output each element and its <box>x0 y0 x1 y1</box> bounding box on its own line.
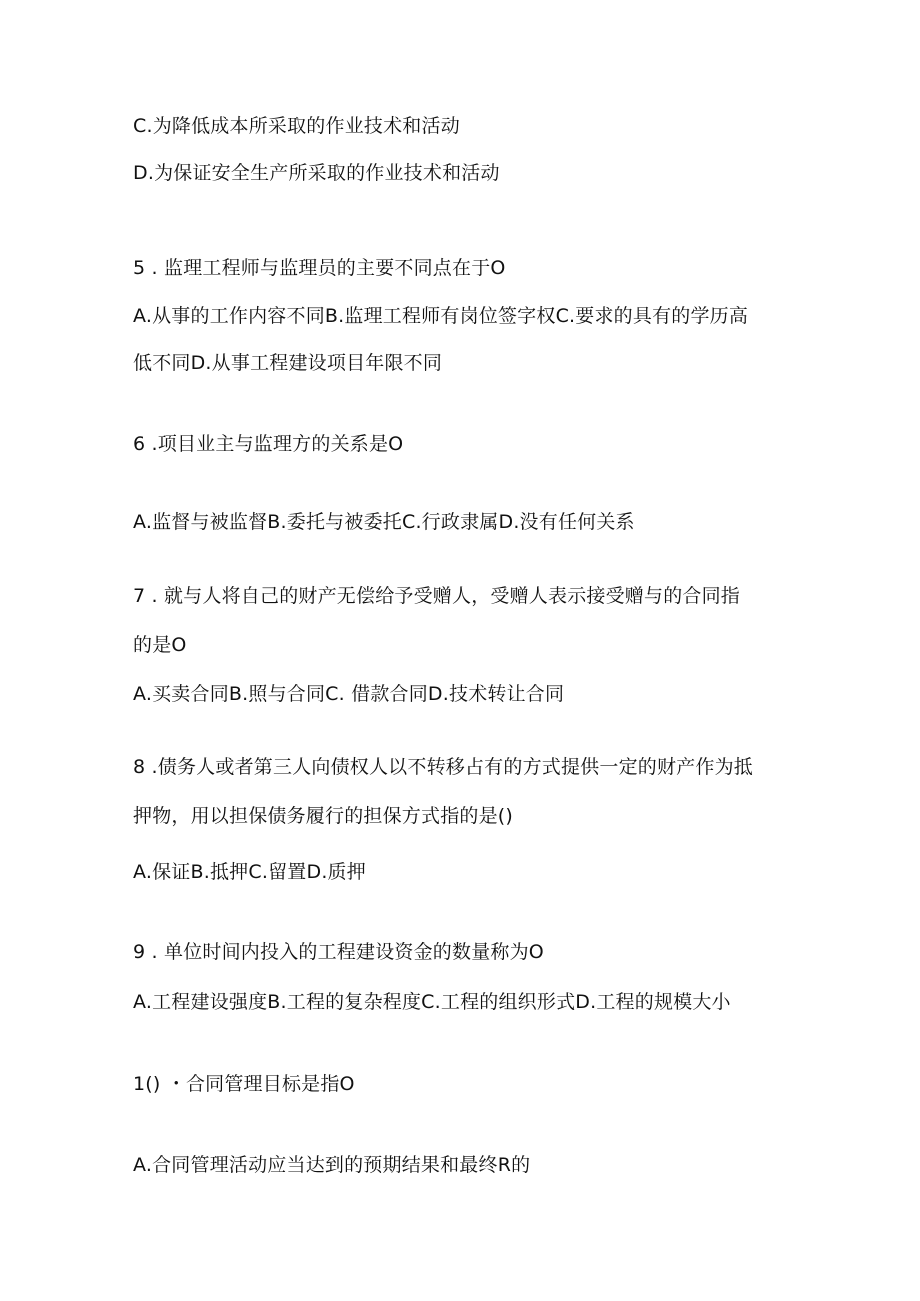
question-6: 6 .项目业主与监理方的关系是O <box>133 433 404 455</box>
question-5: 5 . 监理工程师与监理员的主要不同点在于O <box>133 257 506 279</box>
options-q5-line1: A.从事的工作内容不同B.监理工程师有岗位签字权C.要求的具有的学历高 <box>133 305 749 327</box>
options-q8: A.保证B.抵押C.留置D.质押 <box>133 861 366 883</box>
question-7-line2: 的是O <box>133 634 187 656</box>
option-c-q4: C.为降低成本所采取的作业技术和活动 <box>133 115 460 137</box>
question-8-line1: 8 .债务人或者第三人向债权人以不转移占有的方式提供一定的财产作为抵 <box>133 756 753 778</box>
question-7-line1: 7 . 就与人将自己的财产无偿给予受赠人，受赠人表示接受赠与的合同指 <box>133 585 741 607</box>
question-9: 9 . 单位时间内投入的工程建设资金的数量称为O <box>133 941 544 963</box>
question-8-line2: 押物，用以担保债务履行的担保方式指的是() <box>133 805 514 827</box>
option-d-q4: D.为保证安全生产所采取的作业技术和活动 <box>133 162 500 184</box>
options-q6: A.监督与被监督B.委托与被委托C.行政隶属D.没有任何关系 <box>133 511 635 533</box>
options-q5-line2: 低不同D.从事工程建设项目年限不同 <box>133 352 443 374</box>
option-a-q10: A.合同管理活动应当达到的预期结果和最终R的 <box>133 1154 531 1176</box>
question-10: 1() ・合同管理目标是指O <box>133 1073 355 1095</box>
options-q9: A.工程建设强度B.工程的复杂程度C.工程的组织形式D.工程的规模大小 <box>133 991 731 1013</box>
options-q7: A.买卖合同B.照与合同C. 借款合同D.技术转让合同 <box>133 683 565 705</box>
